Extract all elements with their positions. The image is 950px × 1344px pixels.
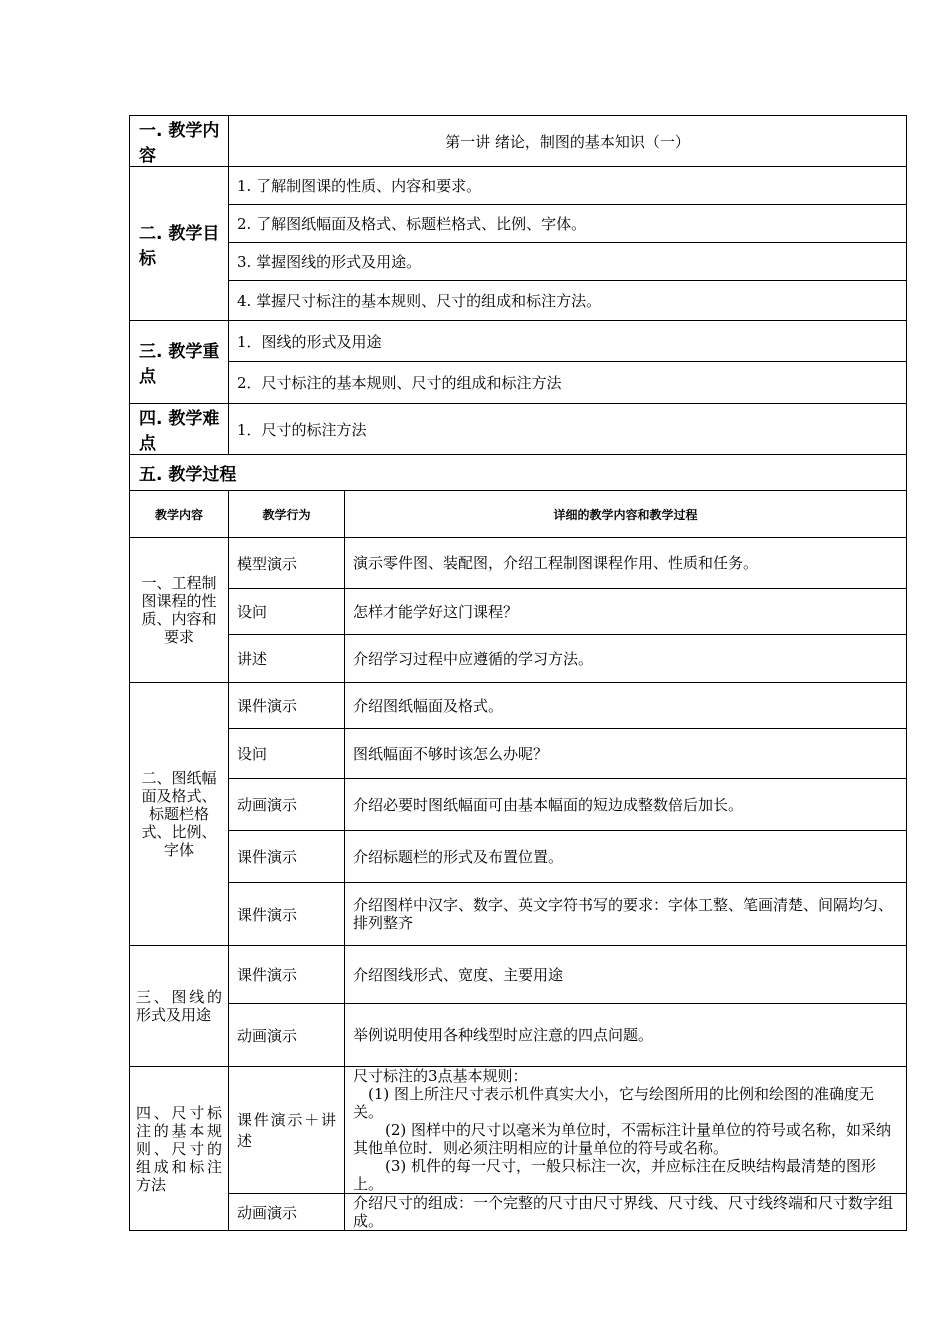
objective-item: 3. 掌握图线的形式及用途。	[229, 243, 907, 281]
process-detail: 演示零件图、装配图，介绍工程制图课程作用、性质和任务。	[345, 538, 907, 589]
process-row	[130, 1004, 907, 1067]
process-row	[130, 779, 907, 831]
teaching-content-value: 第一讲 绪论，制图的基本知识（一）	[229, 116, 907, 167]
process-detail: 介绍图纸幅面及格式。	[345, 683, 907, 729]
process-detail: 介绍图线形式、宽度、主要用途	[345, 946, 907, 1004]
process-action: 课件演示＋讲述	[229, 1067, 345, 1194]
process-action: 模型演示	[229, 538, 345, 589]
row-keypoint-2	[130, 362, 907, 404]
process-action: 动画演示	[229, 1004, 345, 1067]
teaching-content-label: 一. 教学内容	[130, 116, 229, 167]
process-category: 三、图线的形式及用途	[130, 946, 229, 1067]
rules-title: 尺寸标注的3点基本规则：	[353, 1067, 528, 1085]
process-row	[130, 589, 907, 635]
process-action: 课件演示	[229, 883, 345, 946]
process-action: 设问	[229, 729, 345, 779]
process-action: 讲述	[229, 635, 345, 683]
process-action: 课件演示	[229, 683, 345, 729]
rule-item: (3) 机件的每一尺寸，一般只标注一次，并应标注在反映结构最清楚的图形上。	[353, 1157, 877, 1193]
column-header-detail: 详细的教学内容和教学过程	[345, 491, 907, 538]
process-detail: 介绍尺寸的组成：一个完整的尺寸由尺寸界线、尺寸线、尺寸线终端和尺寸数字组成。	[345, 1194, 907, 1231]
objective-item: 2. 了解图纸幅面及格式、标题栏格式、比例、字体。	[229, 205, 907, 243]
column-header-content: 教学内容	[130, 491, 229, 538]
process-action: 课件演示	[229, 831, 345, 883]
process-detail: 图纸幅面不够时该怎么办呢？	[345, 729, 907, 779]
process-row	[130, 1067, 907, 1194]
process-row	[130, 729, 907, 779]
process-row	[130, 683, 907, 729]
key-points-label: 三. 教学重点	[130, 321, 229, 404]
row-objective-3	[130, 243, 907, 281]
row-objective-1	[130, 167, 907, 205]
process-detail: 怎样才能学好这门课程？	[345, 589, 907, 635]
lesson-plan-table	[129, 115, 907, 1231]
row-process-title	[130, 455, 907, 491]
teaching-process-label: 五. 教学过程	[130, 455, 907, 491]
row-difficulty	[130, 404, 907, 455]
rule-item: (1) 图上所注尺寸表示机件真实大小，它与绘图所用的比例和绘图的准确度无关。	[353, 1085, 875, 1121]
teaching-objectives-label: 二. 教学目标	[130, 167, 229, 321]
process-header-row	[130, 491, 907, 538]
key-point-item: 1．图线的形式及用途	[229, 321, 907, 362]
process-row	[130, 831, 907, 883]
process-category: 一、工程制图课程的性质、内容和要求	[130, 538, 229, 683]
row-teaching-content	[130, 116, 907, 167]
process-row	[130, 635, 907, 683]
column-header-action: 教学行为	[229, 491, 345, 538]
row-objective-2	[130, 205, 907, 243]
process-action: 课件演示	[229, 946, 345, 1004]
process-row	[130, 1194, 907, 1231]
process-category: 二、图纸幅面及格式、标题栏格式、比例、字体	[130, 683, 229, 946]
dimension-rules-detail	[345, 1067, 907, 1194]
process-row	[130, 946, 907, 1004]
process-action: 动画演示	[229, 1194, 345, 1231]
process-detail: 介绍图样中汉字、数字、英文字符书写的要求：字体工整、笔画清楚、间隔均匀、排列整齐	[345, 883, 907, 946]
row-objective-4	[130, 281, 907, 321]
row-keypoint-1	[130, 321, 907, 362]
difficulty-item: 1．尺寸的标注方法	[229, 404, 907, 455]
process-action: 动画演示	[229, 779, 345, 831]
process-row	[130, 883, 907, 946]
process-row	[130, 538, 907, 589]
process-detail: 介绍标题栏的形式及布置位置。	[345, 831, 907, 883]
process-detail: 举例说明使用各种线型时应注意的四点问题。	[345, 1004, 907, 1067]
process-detail: 介绍学习过程中应遵循的学习方法。	[345, 635, 907, 683]
process-category: 四、尺寸标注的基本规则、尺寸的组成和标注方法	[130, 1067, 229, 1231]
rule-item: (2) 图样中的尺寸以毫米为单位时，不需标注计量单位的符号或名称，如采纳其他单位时．则必须注明相应的计量单位的符号或名称。	[353, 1121, 892, 1157]
process-action: 设问	[229, 589, 345, 635]
objective-item: 4. 掌握尺寸标注的基本规则、尺寸的组成和标注方法。	[229, 281, 907, 321]
process-detail: 介绍必要时图纸幅面可由基本幅面的短边成整数倍后加长。	[345, 779, 907, 831]
difficulties-label: 四. 教学难点	[130, 404, 229, 455]
key-point-item: 2．尺寸标注的基本规则、尺寸的组成和标注方法	[229, 362, 907, 404]
objective-item: 1. 了解制图课的性质、内容和要求。	[229, 167, 907, 205]
